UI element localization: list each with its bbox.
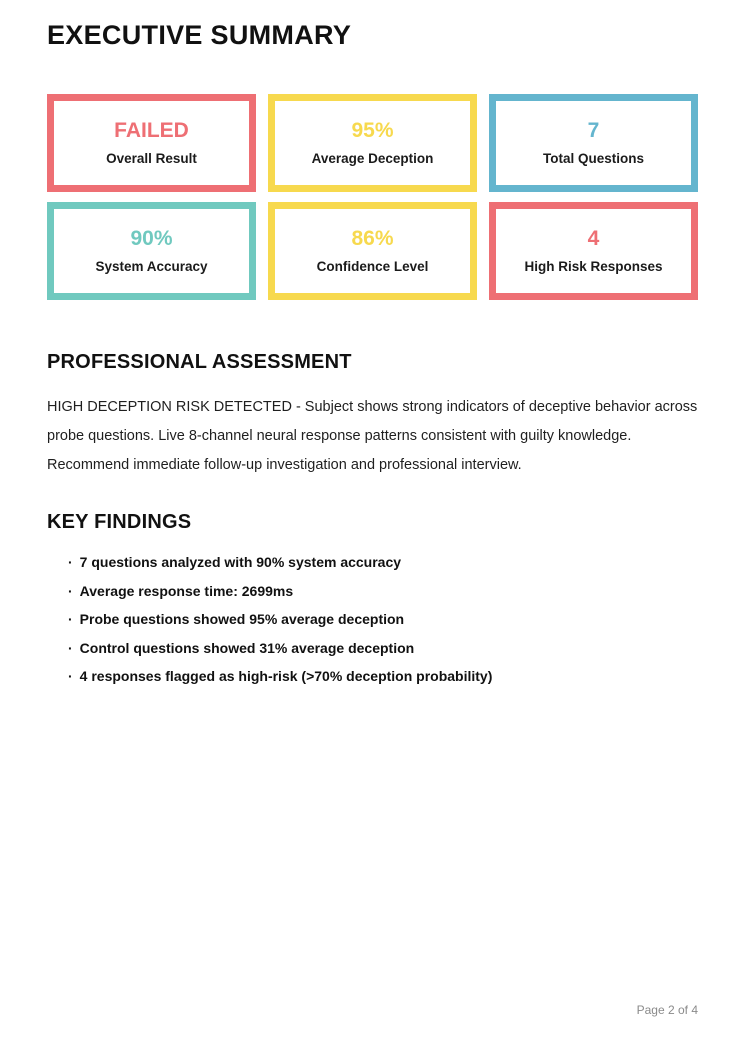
finding-item	[68, 669, 698, 683]
finding-item	[68, 584, 698, 598]
finding-text: Control questions showed 31% average deception	[79, 639, 415, 656]
bullet-icon: ·	[68, 582, 73, 599]
stat-label: Overall Result	[106, 151, 197, 167]
finding-item	[68, 641, 698, 655]
stat-card-average-deception	[268, 94, 477, 192]
stat-value: FAILED	[114, 119, 189, 143]
stat-cards-grid	[47, 94, 698, 300]
stat-value: 4	[587, 227, 600, 251]
stat-value: 86%	[351, 227, 394, 251]
bullet-icon: ·	[68, 668, 73, 684]
page-number: Page 2 of 4	[636, 1003, 698, 1017]
finding-text: 7 questions analyzed with 90% system accuracy	[79, 554, 402, 570]
stat-label: Average Deception	[311, 151, 434, 167]
stat-card-overall-result	[47, 94, 256, 192]
findings-list	[47, 555, 698, 683]
stat-value: 7	[587, 119, 600, 143]
assessment-body-text: HIGH DECEPTION RISK DETECTED - Subject shows strong indicators of deceptive behavior across probe questions. Live 8-channel neural response patterns consistent with guilty knowledge. Recommend immediate follow-up investigation and professional interview.	[47, 399, 698, 473]
stat-label: Confidence Level	[316, 259, 429, 275]
assessment-section-heading: PROFESSIONAL ASSESSMENT	[47, 351, 352, 373]
finding-item	[68, 555, 698, 569]
stat-value: 90%	[130, 227, 173, 251]
stat-card-high-risk-responses	[489, 202, 698, 300]
stat-card-confidence-level	[268, 202, 477, 300]
finding-item	[68, 612, 698, 626]
bullet-icon: ·	[68, 554, 73, 570]
stat-card-system-accuracy	[47, 202, 256, 300]
bullet-icon: ·	[68, 639, 73, 656]
stat-label: Total Questions	[542, 151, 644, 167]
bullet-icon: ·	[68, 611, 73, 627]
stat-value: 95%	[351, 119, 394, 143]
stat-label: High Risk Responses	[524, 259, 663, 275]
page-title: EXECUTIVE SUMMARY	[47, 20, 352, 50]
stat-label: System Accuracy	[95, 259, 208, 275]
findings-section-heading: KEY FINDINGS	[47, 511, 192, 533]
finding-text: 4 responses flagged as high-risk (>70% deception probability)	[79, 668, 493, 684]
finding-text: Average response time: 2699ms	[79, 582, 294, 599]
stat-card-total-questions	[489, 94, 698, 192]
finding-text: Probe questions showed 95% average deception	[79, 611, 405, 627]
